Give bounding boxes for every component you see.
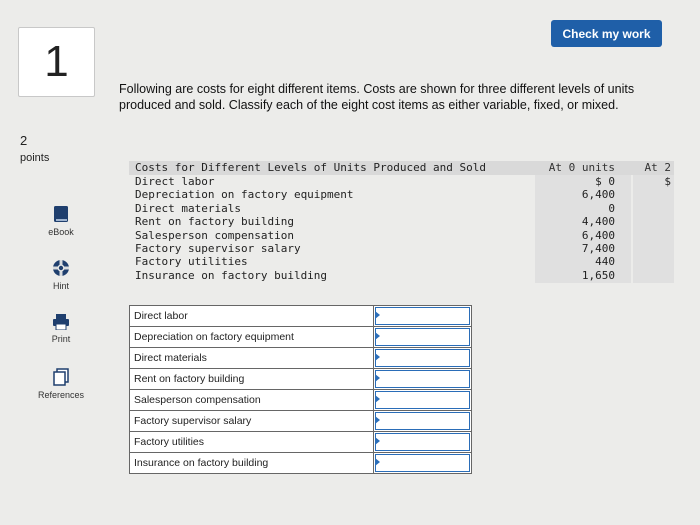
cost-row-label: Direct labor bbox=[135, 175, 215, 188]
points-label: points bbox=[20, 152, 50, 164]
cost-row-value-0: 6,400 bbox=[581, 188, 615, 202]
ebook-label: eBook bbox=[48, 227, 74, 237]
classify-label-depreciation: Depreciation on factory equipment bbox=[130, 327, 374, 347]
cost-header-label: Costs for Different Levels of Units Produced and Sold bbox=[135, 161, 486, 174]
question-number: 1 bbox=[18, 27, 95, 97]
lifebuoy-icon bbox=[52, 259, 70, 277]
classify-select-salesperson[interactable] bbox=[375, 391, 470, 409]
table-row bbox=[129, 215, 674, 228]
classify-label-rent: Rent on factory building bbox=[130, 369, 374, 389]
classification-table bbox=[129, 305, 472, 474]
classify-label-direct-labor: Direct labor bbox=[130, 306, 374, 326]
references-label: References bbox=[37, 390, 85, 400]
ebook-tool[interactable] bbox=[30, 205, 92, 237]
classify-label-supervisor: Factory supervisor salary bbox=[130, 411, 374, 431]
cost-row-value-0: 6,400 bbox=[581, 228, 615, 242]
book-icon bbox=[53, 205, 69, 223]
hint-label: Hint bbox=[52, 281, 69, 291]
table-row bbox=[129, 175, 674, 188]
classify-label-utilities: Factory utilities bbox=[130, 432, 374, 452]
cost-row-value-0: 7,400 bbox=[581, 241, 615, 255]
classify-label-salesperson: Salesperson compensation bbox=[130, 390, 374, 410]
printer-icon bbox=[52, 314, 70, 330]
table-row bbox=[130, 347, 471, 368]
table-row bbox=[130, 368, 471, 389]
table-row bbox=[129, 242, 674, 255]
cost-row-value-0: $ 0 bbox=[595, 175, 615, 188]
cost-row-label: Insurance on factory building bbox=[135, 268, 328, 282]
documents-icon bbox=[52, 368, 70, 386]
table-row bbox=[129, 202, 674, 215]
classify-select-supervisor[interactable] bbox=[375, 412, 470, 430]
cost-row-value-0: 4,400 bbox=[581, 215, 615, 229]
table-row bbox=[129, 188, 674, 201]
cost-row-label: Direct materials bbox=[135, 201, 241, 215]
classify-label-direct-materials: Direct materials bbox=[130, 348, 374, 368]
classify-select-direct-materials[interactable] bbox=[375, 349, 470, 367]
cost-row-value-2: $ bbox=[664, 175, 671, 188]
references-tool[interactable] bbox=[30, 368, 92, 400]
table-row bbox=[130, 410, 471, 431]
table-row bbox=[130, 452, 471, 473]
cost-row-label: Depreciation on factory equipment bbox=[135, 188, 354, 202]
print-tool[interactable] bbox=[30, 314, 92, 344]
cost-table-header bbox=[129, 161, 674, 175]
points-value: 2 bbox=[20, 133, 28, 148]
table-row bbox=[129, 229, 674, 242]
classify-select-insurance[interactable] bbox=[375, 454, 470, 472]
hint-tool[interactable] bbox=[30, 259, 92, 291]
table-row bbox=[130, 431, 471, 452]
classify-select-depreciation[interactable] bbox=[375, 328, 470, 346]
cost-row-value-0: 440 bbox=[595, 255, 615, 269]
classify-select-rent[interactable] bbox=[375, 370, 470, 388]
col-2-header: At 2 bbox=[644, 161, 671, 174]
table-row bbox=[130, 306, 471, 326]
cost-row-value-0: 1,650 bbox=[581, 268, 615, 282]
cost-row-label: Salesperson compensation bbox=[135, 228, 294, 242]
cost-row-label: Rent on factory building bbox=[135, 215, 294, 229]
classify-select-utilities[interactable] bbox=[375, 433, 470, 451]
check-my-work-button[interactable]: Check my work bbox=[551, 20, 662, 47]
question-text: Following are costs for eight different items. Costs are shown for three different levels of units produced and sold. Classify each of the eight cost items as either variable, fixed, or mixed. bbox=[119, 82, 635, 112]
cost-row-label: Factory utilities bbox=[135, 255, 248, 269]
cost-data-table bbox=[129, 161, 674, 282]
table-row bbox=[130, 326, 471, 347]
table-row bbox=[129, 255, 674, 268]
table-row bbox=[130, 389, 471, 410]
cost-row-label: Factory supervisor salary bbox=[135, 241, 301, 255]
classify-label-insurance: Insurance on factory building bbox=[130, 453, 374, 473]
print-label: Print bbox=[51, 334, 71, 344]
table-row bbox=[129, 269, 674, 282]
col-0-units-header: At 0 units bbox=[548, 161, 615, 174]
cost-row-value-0: 0 bbox=[608, 201, 615, 215]
classify-select-direct-labor[interactable] bbox=[375, 307, 470, 325]
